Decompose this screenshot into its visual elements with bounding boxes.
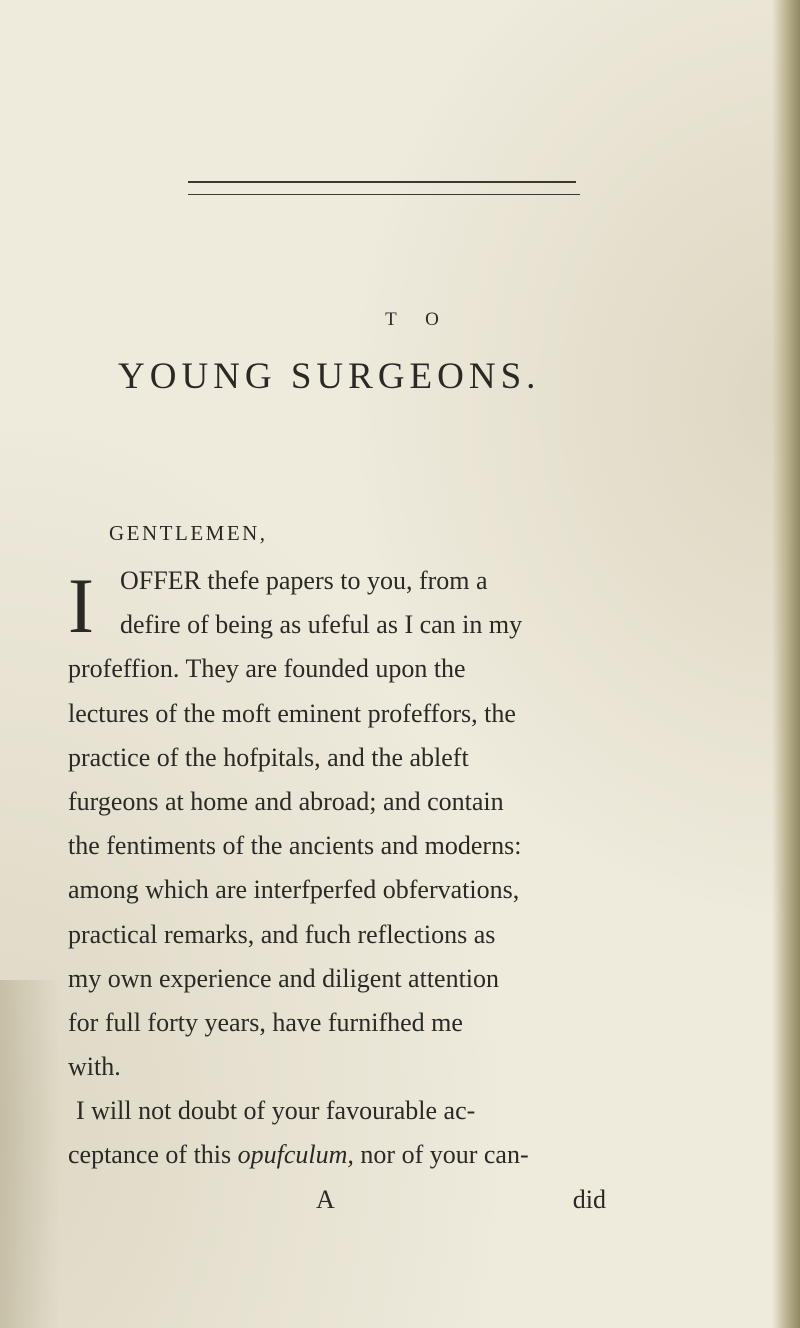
text-line (68, 913, 606, 957)
text-line-content: furgeons at home and abroad; and contain (68, 786, 504, 816)
text-line (68, 692, 606, 736)
text-line (68, 868, 606, 912)
text-line (68, 1001, 606, 1045)
catchword: did (572, 1184, 606, 1214)
body-text (68, 559, 606, 1218)
page-edge-shadow (772, 0, 800, 1328)
text-line-content: the fentiments of the ancients and moderns: (68, 831, 522, 861)
text-line-content: lectures of the moft eminent profeffors, the (68, 698, 516, 728)
top-rule-thin (188, 194, 580, 195)
text-line (68, 603, 606, 647)
text-line (68, 647, 606, 691)
text-line (68, 1045, 606, 1089)
page-footer-line (68, 1178, 606, 1218)
signature-mark: A (316, 1184, 335, 1214)
text-line-content: my own experience and diligent attention (68, 963, 500, 993)
text-line-content: with. (68, 1052, 121, 1082)
drop-cap: I (68, 562, 94, 649)
text-line-content: practice of the hofpitals, and the ableft (68, 742, 469, 772)
dedication-to: T O (385, 309, 451, 330)
text-line-content: among which are interfperfed obfervations, (68, 875, 520, 905)
text-line (68, 559, 606, 603)
text-line-content: profeffion. They are founded upon the (68, 654, 466, 684)
text-line (68, 1133, 606, 1177)
text-line-content: nor of your can- (360, 1140, 529, 1170)
text-line (68, 957, 606, 1001)
text-line-content: defire of being as ufeful as I can in my (120, 610, 523, 640)
text-line (68, 824, 606, 868)
top-rule-thick (188, 181, 576, 183)
italic-word: opufculum, (237, 1140, 354, 1170)
text-line-content: I will not doubt of your favourable ac- (76, 1096, 476, 1126)
page-title: YOUNG SURGEONS. (118, 356, 541, 397)
text-line-content: OFFER thefe papers to you, from a (120, 566, 488, 595)
text-line (68, 1089, 606, 1133)
text-line-content: ceptance of this (68, 1140, 232, 1170)
salutation: GENTLEMEN, (109, 521, 268, 545)
page-stain (0, 980, 60, 1328)
text-line-content: practical remarks, and fuch reflections as (68, 919, 496, 949)
text-line (68, 736, 606, 780)
text-line-content: for full forty years, have furnifhed me (68, 1007, 463, 1037)
text-line (68, 780, 606, 824)
